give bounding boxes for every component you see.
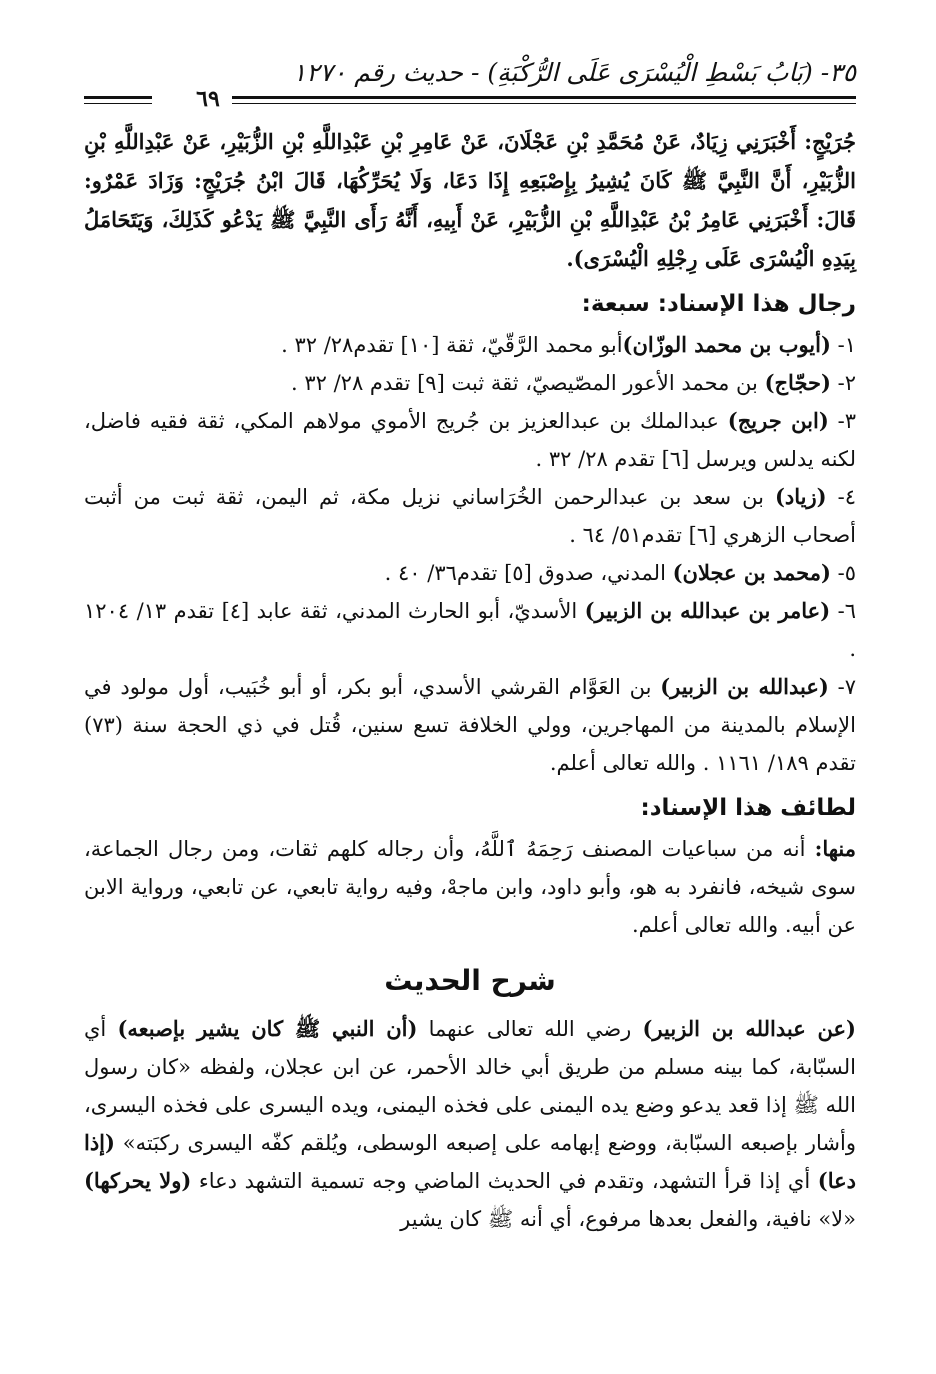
page-number: ٦٩	[196, 86, 220, 112]
sharh-heading: شرح الحديث	[384, 964, 556, 997]
sharh-quote: (عن عبدالله بن الزبير)	[642, 1016, 856, 1041]
narrator-number: ٣-	[828, 409, 856, 433]
narrator-name: (محمد بن عجلان)	[672, 560, 831, 585]
header-rule-left-thin	[84, 103, 152, 104]
header-rule-left	[84, 96, 152, 99]
sharh-text: أي السبّابة، كما بينه مسلم من طريق أبي خالد الأحمر، عن ابن عجلان، ولفظه «كان رسول الله ﷺ إذا قعد يدعو وضع يده اليمنى على فخذه اليمنى، ويده اليسرى على فخذه اليسرى، وأشار بإصبعه السبّابة، ووضع إبهامه على إصبعه الوسطى، ويُلقم كفّه اليسرى ركبَته»	[84, 1017, 856, 1155]
sharh-quote: (ولا يحركها)	[84, 1168, 192, 1193]
narrator-item	[84, 326, 856, 364]
narrator-name: (ابن جريج)	[727, 408, 829, 433]
narrator-item	[84, 668, 856, 782]
narrator-name: (زياد)	[774, 484, 827, 509]
narrator-item	[84, 402, 856, 478]
narrator-details: أبو محمد الرَّقّيّ، ثقة [١٠] تقدم٢٨/ ٣٢ .	[281, 333, 623, 357]
sharh-paragraph	[84, 1010, 856, 1238]
narrator-name: (أيوب بن محمد الوزّان)	[622, 332, 831, 357]
sharh-text: رضي الله تعالى عنهما	[417, 1017, 643, 1041]
narrator-details: المدني، صدوق [٥] تقدم٣٦/ ٤٠ .	[384, 561, 673, 585]
header-rule	[232, 96, 856, 99]
narrator-number: ١-	[830, 333, 856, 357]
narrator-item	[84, 364, 856, 402]
lataif-heading: لطائف هذا الإسناد:	[640, 795, 856, 821]
lataif-text: أنه من سباعيات المصنف رَحِمَهُ ٱللَّهُ، وأن رجاله كلهم ثقات، ومن رجال الجماعة، سوى شيخه، فانفرد به هو، وأبو داود، وابن ماجهْ، وفيه رواية تابعي، عن تابعي، ورواية الابن عن أبيه. والله تعالى أعلم.	[84, 837, 856, 937]
narrator-number: ٧-	[828, 675, 856, 699]
sharh-quote: (أن النبي ﷺ كان يشير بإصبعه)	[117, 1016, 418, 1041]
running-header-title: ٣٥- (بَابُ بَسْطِ الْيُسْرَى عَلَى الرُّكْبَةِ) - حديث رقم ١٢٧٠	[292, 58, 856, 87]
narrator-details: بن محمد الأعور المصّيصيّ، ثقة ثبت [٩] تقدم ٢٨/ ٣٢ .	[290, 371, 765, 395]
narrator-details: الأسديّ، أبو الحارث المدني، ثقة عابد [٤] تقدم ١٣/ ١٢٠٤ .	[84, 599, 856, 661]
narrators-heading: رجال هذا الإسناد: سبعة:	[581, 291, 856, 317]
sharh-quote: (إذا دعا)	[84, 1130, 856, 1193]
narrator-item	[84, 478, 856, 554]
narrator-number: ٦-	[830, 599, 856, 623]
narrator-name: (عامر بن عبدالله بن الزبير)	[584, 598, 831, 623]
narrator-number: ٥-	[830, 561, 856, 585]
lataif-lead: منها:	[814, 836, 856, 861]
narrator-item	[84, 592, 856, 668]
narrator-name: (حجّاج)	[764, 370, 831, 395]
narrators-list	[84, 326, 856, 782]
sharh-text: «لا» نافية، والفعل بعدها مرفوع، أي أنه ﷺ كان يشير	[400, 1207, 856, 1231]
lataif-paragraph	[84, 830, 856, 944]
narrator-name: (عبدالله بن الزبير)	[660, 674, 829, 699]
narrator-details: عبدالملك بن عبدالعزيز بن جُريج الأموي مولاهم المكي، ثقة فقيه فاضل، لكنه يدلس ويرسل [٦] تقدم ٢٨/ ٣٢ .	[84, 409, 856, 471]
narrator-number: ٢-	[830, 371, 856, 395]
sharh-text: أي إذا قرأ التشهد، وتقدم في الحديث الماضي وجه تسمية التشهد دعاء	[191, 1169, 818, 1193]
narrator-details: بن العَوَّام القرشي الأسدي، أبو بكر، أو أبو خُبَيب، أول مولود في الإسلام بالمدينة من المهاجرين، وولي الخلافة تسع سنين، قُتل في ذي الحجة سنة (٧٣) تقدم ١٨٩/ ١١٦١ . والله تعالى أعلم.	[84, 675, 856, 775]
header-rule-thin	[232, 103, 856, 104]
narrator-item	[84, 554, 856, 592]
narrator-number: ٤-	[826, 485, 856, 509]
hadith-text: جُرَيْجٍ: أَخْبَرَنِي زِيَادٌ، عَنْ مُحَمَّدِ بْنِ عَجْلَانَ، عَنْ عَامِرِ بْنِ عَبْدِاللَّهِ بْنِ الزُّبَيْرِ، عَنْ عَبْدِاللَّهِ بْنِ الزُّبَيْرِ، أَنَّ النَّبِيَّ ﷺ كَانَ يُشِيرُ بِإِصْبَعِهِ إِذَا دَعَا، وَلَا يُحَرِّكُهَا، قَالَ ابْنُ جُرَيْجٍ: وَزَادَ عَمْرٌو: قَالَ: أَخْبَرَنِي عَامِرُ بْنُ عَبْدِاللَّهِ بْنِ الزُّبَيْرِ، عَنْ أَبِيهِ، أَنَّهُ رَأَى النَّبِيَّ ﷺ يَدْعُو كَذَلِكَ، وَيَتَحَامَلُ بِيَدِهِ الْيُسْرَى عَلَى رِجْلِهِ الْيُسْرَى).	[84, 129, 856, 271]
narrator-details: بن سعد بن عبدالرحمن الخُرَاساني نزيل مكة، ثم اليمن، ثقة ثبت من أثبت أصحاب الزهري [٦] تقدم٥١/ ٦٤ .	[84, 485, 856, 547]
page-body	[84, 122, 856, 1238]
